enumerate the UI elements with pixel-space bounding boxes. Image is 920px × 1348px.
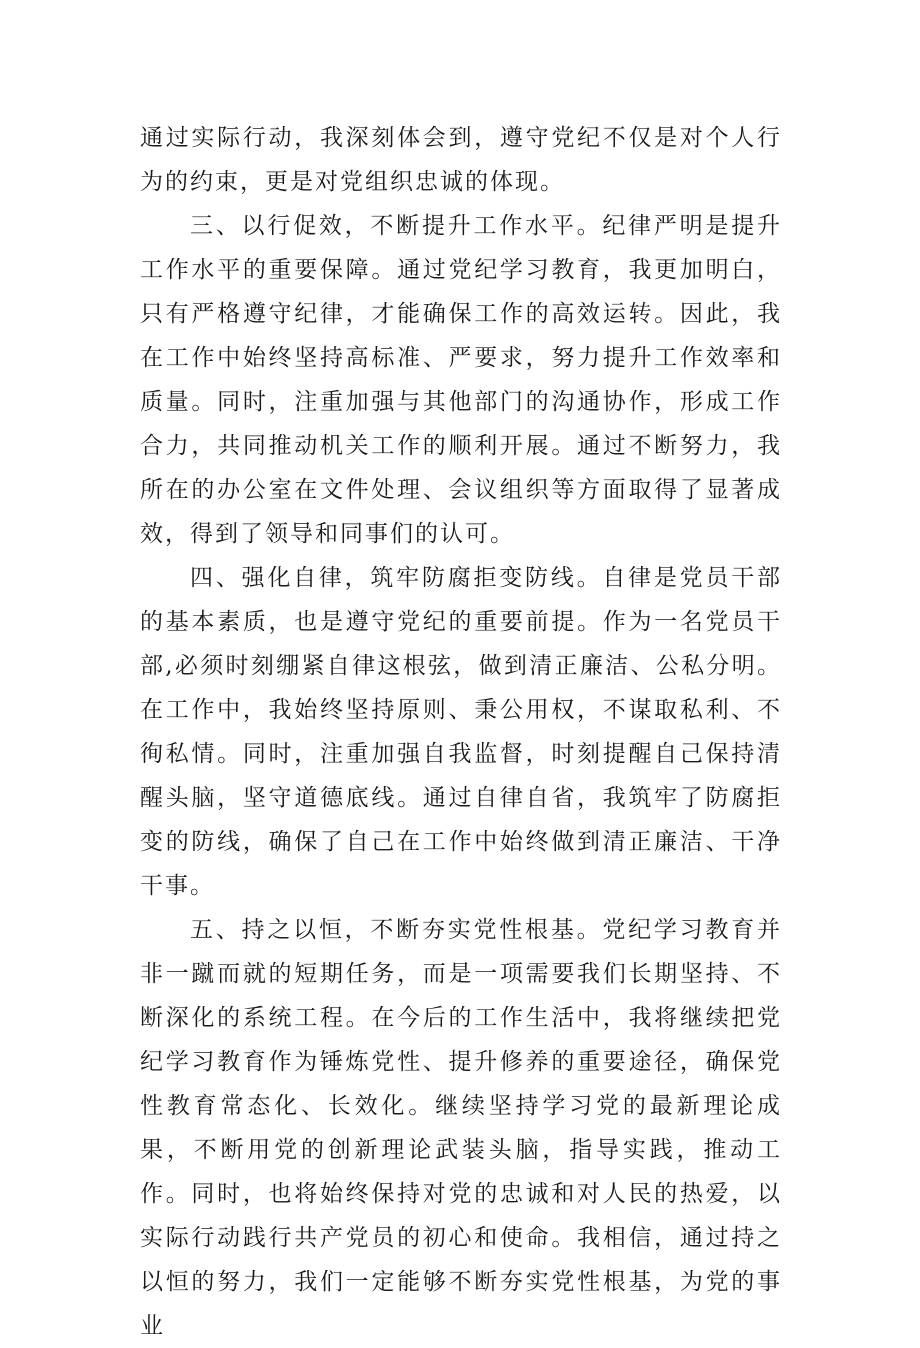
paragraph-section-5: 五、持之以恒，不断夯实党性根基。党纪学习教育并非一蹴而就的短期任务，而是一项需要我们长期坚持、不断深化的系统工程。在今后的工作生活中，我将继续把党纪学习教育作为锤炼党性、提升修养的重要途径，确保党性教育常态化、长效化。继续坚持学习党的最新理论成果，不断用党的创新理论武装头脑，指导实践，推动工作。同时，也将始终保持对党的忠诚和对人民的热爱，以实际行动践行共产党员的初心和使命。我相信，通过持之以恒的努力，我们一定能够不断夯实党性根基，为党的事业 [140, 917, 782, 1339]
paragraph-continuation: 通过实际行动，我深刻体会到，遵守党纪不仅是对个人行为的约束，更是对党组织忠诚的体现。 [140, 125, 782, 195]
paragraph-section-4: 四、强化自律，筑牢防腐拒变防线。自律是党员干部的基本素质，也是遵守党纪的重要前提。作为一名党员干部,必须时刻绷紧自律这根弦，做到清正廉洁、公私分明。在工作中，我始终坚持原则、秉公用权，不谋取私利、不徇私情。同时，注重加强自我监督，时刻提醒自己保持清醒头脑，坚守道德底线。通过自律自省，我筑牢了防腐拒变的防线，确保了自己在工作中始终做到清正廉洁、干净干事。 [140, 565, 782, 899]
body-text [140, 116, 782, 1348]
paragraph-section-3: 三、以行促效，不断提升工作水平。纪律严明是提升工作水平的重要保障。通过党纪学习教育，我更加明白，只有严格遵守纪律，才能确保工作的高效运转。因此，我在工作中始终坚持高标准、严要求，努力提升工作效率和质量。同时，注重加强与其他部门的沟通协作，形成工作合力，共同推动机关工作的顺利开展。通过不断努力，我所在的办公室在文件处理、会议组织等方面取得了显著成效，得到了领导和同事们的认可。 [140, 213, 782, 547]
